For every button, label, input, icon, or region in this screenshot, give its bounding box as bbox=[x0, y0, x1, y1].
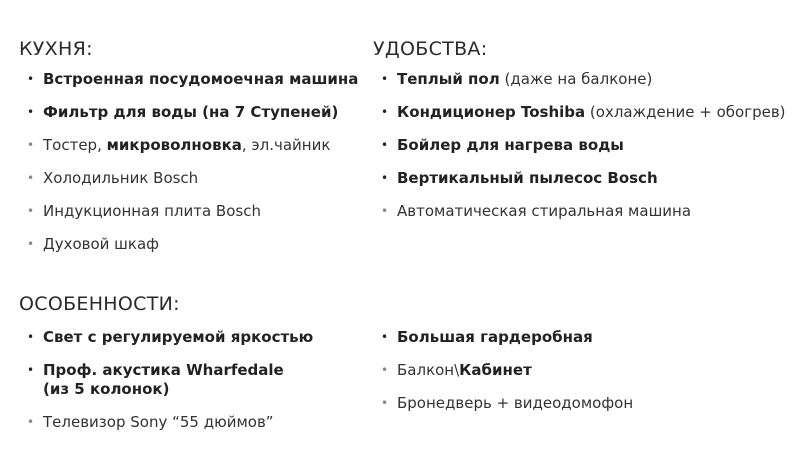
list-item: • Кондиционер Toshiba (охлаждение + обогрев) bbox=[381, 103, 786, 121]
bullet-icon: • bbox=[381, 396, 389, 410]
list-item: • Бойлер для нагрева воды bbox=[381, 136, 624, 154]
list-item: • Холодильник Bosch bbox=[27, 169, 199, 187]
list-item: • Свет с регулируемой яркостью bbox=[27, 328, 314, 346]
kitchen-list bbox=[19, 70, 358, 268]
list-item: • Тостер, микроволновка, эл.чайник bbox=[27, 136, 331, 154]
features-right-list bbox=[373, 328, 633, 427]
list-item: • Большая гардеробная bbox=[381, 328, 593, 346]
bullet-icon: • bbox=[27, 363, 35, 377]
bullet-icon: • bbox=[381, 330, 389, 344]
bullet-icon: • bbox=[27, 204, 35, 218]
list-item: • Духовой шкаф bbox=[27, 235, 159, 253]
list-item: • Телевизор Sony “55 дюймов” bbox=[27, 413, 274, 431]
features-left-list bbox=[19, 328, 313, 446]
features-title: ОСОБЕННОСТИ: bbox=[19, 293, 180, 315]
bullet-icon: • bbox=[381, 363, 389, 377]
bullet-icon: • bbox=[381, 138, 389, 152]
bullet-icon: • bbox=[27, 105, 35, 119]
list-item: • Бронедверь + видеодомофон bbox=[381, 394, 634, 412]
list-item: • Теплый пол (даже на балконе) bbox=[381, 70, 653, 88]
list-item: • Фильтр для воды (на 7 Ступеней) bbox=[27, 103, 339, 121]
bullet-icon: • bbox=[27, 138, 35, 152]
list-item: • Балкон\Кабинет bbox=[381, 361, 532, 379]
list-item: • Индукционная плита Bosch bbox=[27, 202, 261, 220]
list-item: • Встроенная посудомоечная машина bbox=[27, 70, 359, 88]
bullet-icon: • bbox=[27, 237, 35, 251]
list-item: • Автоматическая стиральная машина bbox=[381, 202, 692, 220]
list-item: • Проф. акустика Wharfedale (из 5 колонок) bbox=[27, 361, 284, 398]
bullet-icon: • bbox=[27, 330, 35, 344]
amenities-title: УДОБСТВА: bbox=[373, 38, 488, 60]
bullet-icon: • bbox=[27, 415, 35, 429]
bullet-icon: • bbox=[381, 105, 389, 119]
bullet-icon: • bbox=[381, 204, 389, 218]
bullet-icon: • bbox=[27, 171, 35, 185]
bullet-icon: • bbox=[27, 72, 35, 86]
amenities-list bbox=[373, 70, 786, 235]
kitchen-title: КУХНЯ: bbox=[19, 38, 93, 60]
list-item: • Вертикальный пылесос Bosch bbox=[381, 169, 658, 187]
bullet-icon: • bbox=[381, 72, 389, 86]
bullet-icon: • bbox=[381, 171, 389, 185]
